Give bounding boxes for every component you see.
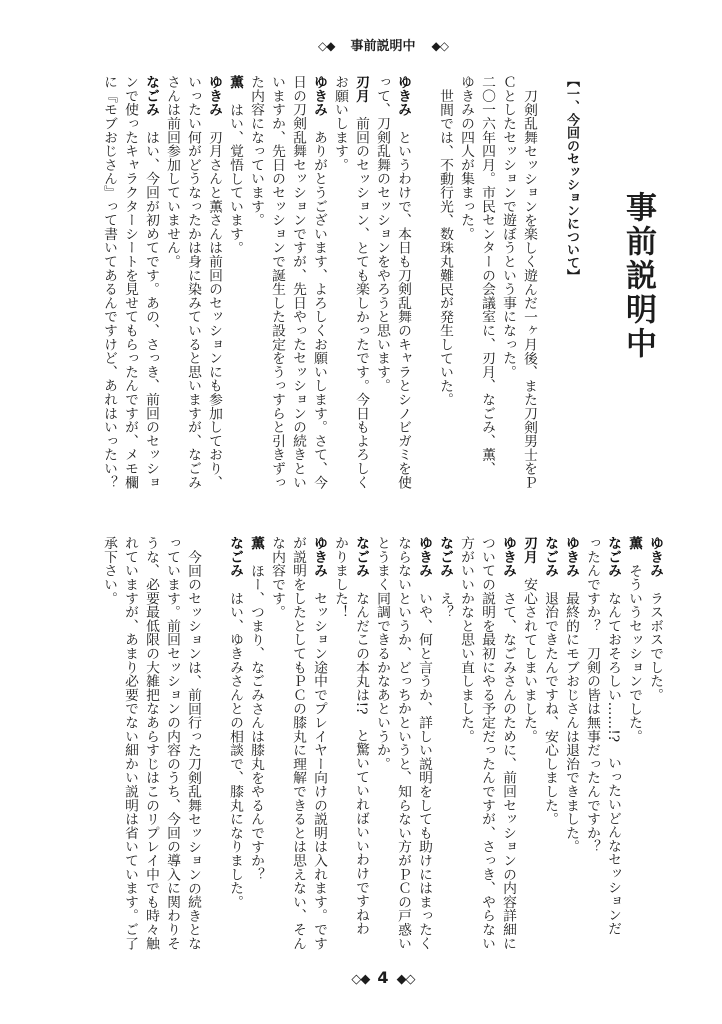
speaker-name: 刃月 <box>521 536 537 564</box>
dialogue-entry <box>371 75 413 489</box>
line-text: ありがとうございます、よろしくお願いします。さて、今 <box>311 130 327 490</box>
dialogue-entry <box>455 536 518 950</box>
text-column: さんは前回参加していません。 <box>164 75 180 269</box>
dialogue-entry <box>644 536 665 950</box>
dialogue-entry <box>518 536 539 950</box>
upper-tier <box>98 75 539 489</box>
text-column: 刀剣乱舞セッションを楽しく遊んだ一ヶ月後、また刀剣男士をＰ <box>521 88 537 489</box>
chapter-title: 事前説明中 <box>620 191 656 361</box>
text-column: 日の刀剣乱舞セッションですが、先日やったセッションの続きとい <box>290 75 306 489</box>
text-column <box>623 536 644 950</box>
text-column <box>224 75 245 489</box>
text-column: ゆきみの四人が集まった。 <box>458 75 474 241</box>
line-text: というわけで、本日も刀剣乱舞のキャラとシノビガミを使 <box>395 130 411 490</box>
line-text: 刃月さんと薫さんは前回のセッションにも参加しており、 <box>206 130 222 490</box>
diamond-ornament-icon: ◇◆ <box>351 972 370 987</box>
line-text: ほー、つまり、なごみさんは膝丸をやるんですか？ <box>248 563 264 882</box>
page-number-footer <box>323 968 443 988</box>
speaker-name: なごみ <box>542 536 558 578</box>
speaker-name: 薫 <box>248 536 264 550</box>
narration-paragraph <box>98 536 203 950</box>
line-text: 前回のセッション、とても楽しかったです。今日もよろしく <box>353 116 369 490</box>
dialogue-entry <box>329 536 371 950</box>
diamond-ornament-icon: ◆◇ <box>431 39 448 53</box>
diamond-ornament-icon: ◆◇ <box>396 972 415 987</box>
line-text: 退治できたんですね、安心しました。 <box>542 591 558 826</box>
text-column: ったんですか？ 刀剣の皆は無事だったんですか？ <box>584 536 600 854</box>
line-text: さて、なごみさんのために、前回セッションの内容詳細に <box>500 591 516 951</box>
dialogue-entry <box>245 75 329 489</box>
speaker-name: なごみ <box>227 536 243 578</box>
speaker-name: ゆきみ <box>395 75 411 117</box>
text-column <box>350 536 371 950</box>
speaker-name: ゆきみ <box>311 75 327 117</box>
line-text: 安心されてしまいました。 <box>521 577 537 744</box>
dialogue-entry <box>245 536 266 950</box>
section-heading: 【一、今回のセッションについて】 <box>564 74 579 282</box>
dialogue-entry <box>224 536 245 950</box>
text-column <box>140 75 161 489</box>
diamond-ornament-icon: ◇◆ <box>318 39 335 53</box>
text-column <box>518 536 539 950</box>
dialogue-entry <box>371 536 434 950</box>
speaker-name: 刃月 <box>353 75 369 103</box>
text-column: かりました！ <box>332 536 348 619</box>
speaker-name: ゆきみ <box>311 536 327 578</box>
text-column: お願いします。 <box>332 75 348 172</box>
line-text: いや、何と言うか、詳しい説明をしても助けにはまったく <box>416 591 432 951</box>
speaker-name: なごみ <box>605 536 621 578</box>
page-number: 4 <box>377 968 389 987</box>
dialogue-entry <box>329 75 371 489</box>
text-column <box>245 536 266 950</box>
line-text: なんておそろしい……!? いったいどんなセッションだ <box>605 591 621 936</box>
line-text: なんだこの本丸は!? と驚いていればいいわけですねわ <box>353 591 369 936</box>
text-column: 二〇一六年四月。市民センターの会議室に、刃月、なごみ、薫、 <box>479 75 495 476</box>
text-column <box>413 536 434 950</box>
line-text: はい、今回が初めてです。あの、さっき、前回のセッショ <box>143 130 159 490</box>
text-column: が説明をしたとしてもＰＣの膝丸に理解できるとは思えない、そん <box>290 536 306 950</box>
text-column: 世間では、不動行光、数珠丸難民が発生していた。 <box>437 88 453 407</box>
speaker-name: ゆきみ <box>416 536 432 578</box>
dialogue-entry <box>581 536 623 950</box>
line-text: セッション途中でプレイヤー向けの説明は入れます。です <box>311 591 327 951</box>
line-text: ラスボスでした。 <box>647 591 663 702</box>
text-column <box>308 536 329 950</box>
line-text: はい、覚悟しています。 <box>227 102 243 255</box>
lower-tier <box>98 536 665 950</box>
text-column: ならないというか、どっちかというと、知らない方がＰＣの戸惑い <box>395 536 411 950</box>
text-column: いったい何がどうなったかは身に染みていると思いますが、なごみ <box>185 75 201 489</box>
speaker-name: ゆきみ <box>206 75 222 117</box>
speaker-name: ゆきみ <box>500 536 516 578</box>
text-column: 今回のセッションは、前回行った刀剣乱舞セッションの続きとな <box>185 549 201 950</box>
text-column <box>497 536 518 950</box>
text-column <box>392 75 413 489</box>
text-column <box>644 536 665 950</box>
text-column: Ｃとしたセッションで遊ぼうという事になった。 <box>500 75 516 379</box>
dialogue-entry <box>224 75 245 489</box>
text-column: た内容になっています。 <box>248 75 264 227</box>
text-column <box>560 536 581 950</box>
dialogue-entry <box>161 75 224 489</box>
text-column <box>434 536 455 950</box>
text-column <box>203 75 224 489</box>
dialogue-entry <box>623 536 644 950</box>
line-text: そういうセッションでした。 <box>626 563 642 744</box>
text-column: ンで使ったキャラクターシートを見せてもらったんですが、メモ欄 <box>122 75 138 489</box>
dialogue-entry <box>434 536 455 950</box>
speaker-name: なごみ <box>437 536 453 578</box>
dialogue-entry <box>539 536 560 950</box>
blank-column-spacer <box>413 75 434 489</box>
speaker-name: 薫 <box>227 75 243 89</box>
speaker-name: 薫 <box>626 536 642 550</box>
text-column <box>602 536 623 950</box>
text-column: いますか、先日のセッションで誕生した設定をうっすらと引きずっ <box>269 75 285 489</box>
line-text: はい、ゆきみさんとの相談で、膝丸になりました。 <box>227 591 243 909</box>
text-column: っています。前回セッションの内容のうち、今回の導入に関わりそ <box>164 536 180 950</box>
line-text: 最終的にモブおじさんは退治できました。 <box>563 591 579 854</box>
text-column <box>308 75 329 489</box>
text-column: れていますが、あまり必要でない細かい説明は省いています。ご了 <box>122 536 138 950</box>
text-column <box>224 536 245 950</box>
speaker-name: なごみ <box>143 75 159 117</box>
dialogue-entry <box>98 75 161 489</box>
narration-paragraph <box>434 75 455 489</box>
text-column: とうまく同調できるかなあというか。 <box>374 536 390 771</box>
line-text: え？ <box>437 591 453 619</box>
text-column <box>350 75 371 489</box>
text-column: 承下さい。 <box>101 536 117 605</box>
text-column <box>539 536 560 950</box>
running-head-title: 事前説明中 <box>350 39 416 54</box>
text-column: 方がいいかなと思い直しました。 <box>458 536 474 743</box>
text-column: ついての説明を最初にやる予定だったんですが、さっき、やらない <box>479 536 495 950</box>
text-column: うな、必要最低限の大雑把なあらすじはこのリプレイ中でも時々触 <box>143 536 159 950</box>
speaker-name: ゆきみ <box>647 536 663 578</box>
dialogue-entry <box>560 536 581 950</box>
text-column: に『モブおじさん』って書いてあるんですけど、あれはいったい？ <box>101 75 117 489</box>
text-column: って、刀剣乱舞のセッションをやろうと思います。 <box>374 75 390 393</box>
text-column: な内容です。 <box>269 536 285 619</box>
narration-paragraph <box>455 75 539 489</box>
speaker-name: なごみ <box>353 536 369 578</box>
dialogue-entry <box>266 536 329 950</box>
blank-column-spacer <box>203 536 224 950</box>
running-head <box>290 37 476 55</box>
speaker-name: ゆきみ <box>563 536 579 578</box>
